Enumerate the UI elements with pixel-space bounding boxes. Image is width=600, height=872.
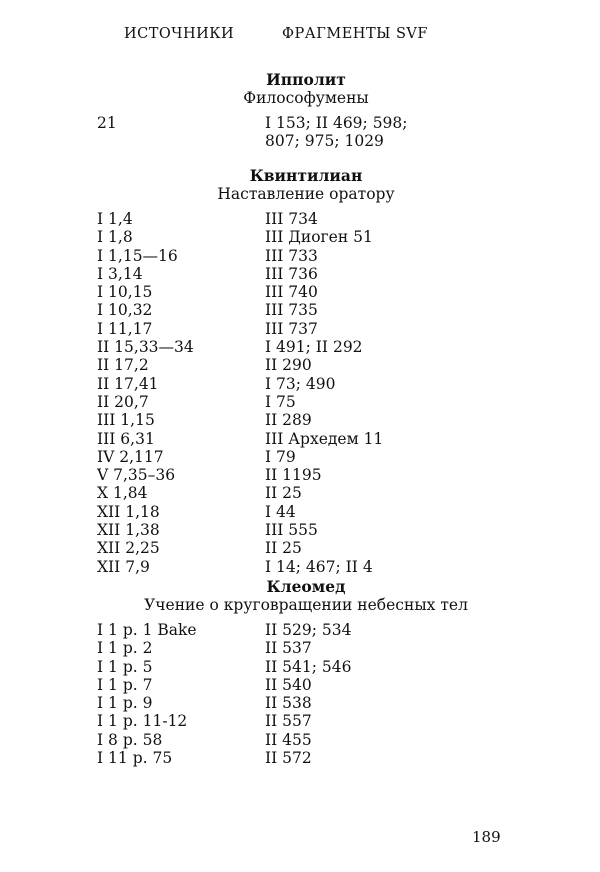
entry-source-reference: I 1 p. 1 Bake xyxy=(97,621,197,639)
entry-fragment-numbers: II 290 xyxy=(265,356,312,375)
entry-fragment-numbers: III 734 xyxy=(265,210,318,228)
entry-source-reference: II 20,7 xyxy=(97,392,149,411)
entry-row xyxy=(0,484,600,502)
entry-source-reference: I 1,4 xyxy=(97,210,133,228)
entry-row xyxy=(0,375,600,393)
entry-fragment-numbers: III 735 xyxy=(265,301,318,320)
entry-row xyxy=(0,621,600,639)
running-head-left: ИСТОЧНИКИ xyxy=(124,26,235,42)
entry-fragment-numbers: I 73; 490 xyxy=(265,374,336,393)
entry-list xyxy=(0,621,600,767)
entry-row xyxy=(0,393,600,411)
entry-row xyxy=(0,411,600,429)
entry-source-reference: 21 xyxy=(97,114,117,132)
entry-list xyxy=(0,210,600,576)
entry-fragment-numbers: II 540 xyxy=(265,675,312,694)
entry-source-reference: I 11,17 xyxy=(97,319,153,338)
page-number: 189 xyxy=(472,828,501,846)
entry-source-reference: V 7,35–36 xyxy=(97,466,176,485)
entry-source-reference: III 1,15 xyxy=(97,411,155,430)
section-author: Ипполит xyxy=(266,70,346,89)
entry-source-reference: II 15,33—34 xyxy=(97,338,194,357)
entry-fragment-numbers: I 75 xyxy=(265,392,296,411)
entry-fragment-numbers: II 455 xyxy=(265,730,312,749)
entry-source-reference: II 17,41 xyxy=(97,374,159,393)
entry-fragment-numbers: I 14; 467; II 4 xyxy=(265,557,373,576)
entry-fragment-numbers: II 289 xyxy=(265,411,312,430)
entry-fragment-numbers: II 538 xyxy=(265,694,312,713)
entry-row xyxy=(0,712,600,730)
entry-source-reference: I 10,15 xyxy=(97,283,153,302)
entry-row xyxy=(0,676,600,694)
entry-row xyxy=(0,265,600,283)
entry-row xyxy=(0,731,600,749)
entry-fragment-numbers: I 153; II 469; 598; 807; 975; 1029 xyxy=(265,114,408,151)
entry-source-reference: XII 7,9 xyxy=(97,557,150,576)
entry-fragment-numbers: III 555 xyxy=(265,521,318,540)
entry-fragment-numbers: II 25 xyxy=(265,539,302,558)
entry-source-reference: I 1 p. 9 xyxy=(97,694,153,713)
section-author: Клеомед xyxy=(266,577,346,596)
entry-fragment-numbers: III Диоген 51 xyxy=(265,228,373,247)
entry-row xyxy=(0,448,600,466)
entry-row xyxy=(0,658,600,676)
entry-row xyxy=(0,639,600,657)
entry-source-reference: I 8 p. 58 xyxy=(97,730,163,749)
entry-source-reference: I 3,14 xyxy=(97,264,143,283)
entry-row xyxy=(0,283,600,301)
section-hippolytus xyxy=(0,70,600,151)
entry-source-reference: XII 1,18 xyxy=(97,502,160,521)
entry-source-reference: XII 1,38 xyxy=(97,521,160,540)
entry-source-reference: III 6,31 xyxy=(97,429,155,448)
entry-row xyxy=(0,749,600,767)
entry-list xyxy=(0,114,600,151)
entry-source-reference: I 10,32 xyxy=(97,301,153,320)
section-cleomedes xyxy=(0,577,600,767)
entry-source-reference: I 1 p. 11-12 xyxy=(97,712,188,731)
entry-source-reference: X 1,84 xyxy=(97,484,148,503)
entry-row xyxy=(0,228,600,246)
entry-fragment-numbers: II 537 xyxy=(265,639,312,658)
entry-source-reference: I 1 p. 2 xyxy=(97,639,153,658)
entry-row xyxy=(0,114,600,151)
entry-fragment-numbers: II 541; 546 xyxy=(265,657,352,676)
entry-source-reference: II 17,2 xyxy=(97,356,149,375)
section-author: Квинтилиан xyxy=(249,166,363,185)
entry-row xyxy=(0,430,600,448)
entry-row xyxy=(0,503,600,521)
entry-fragment-numbers: II 529; 534 xyxy=(265,621,352,639)
entry-row xyxy=(0,210,600,228)
entry-fragment-numbers: I 44 xyxy=(265,502,296,521)
entry-row xyxy=(0,338,600,356)
entry-source-reference: IV 2,117 xyxy=(97,447,164,466)
entry-fragment-numbers: III Архедем 11 xyxy=(265,429,384,448)
entry-source-reference: I 1 p. 5 xyxy=(97,657,153,676)
entry-row xyxy=(0,539,600,557)
entry-row xyxy=(0,694,600,712)
entry-source-reference: XII 2,25 xyxy=(97,539,160,558)
entry-fragment-numbers: I 79 xyxy=(265,447,296,466)
entry-row xyxy=(0,320,600,338)
entry-fragment-numbers: I 491; II 292 xyxy=(265,338,363,357)
section-work-title: Философумены xyxy=(243,89,369,107)
entry-fragment-numbers: III 737 xyxy=(265,319,318,338)
entry-row xyxy=(0,247,600,265)
entry-row xyxy=(0,301,600,319)
running-head-right: ФРАГМЕНТЫ SVF xyxy=(282,26,428,42)
entry-source-reference: I 1,8 xyxy=(97,228,133,247)
entry-fragment-numbers: III 733 xyxy=(265,246,318,265)
entry-row xyxy=(0,558,600,576)
entry-fragment-numbers: II 572 xyxy=(265,749,312,768)
entry-fragment-numbers: III 740 xyxy=(265,283,318,302)
entry-row xyxy=(0,356,600,374)
entry-fragment-numbers: II 25 xyxy=(265,484,302,503)
entry-fragment-numbers: III 736 xyxy=(265,264,318,283)
entry-source-reference: I 11 p. 75 xyxy=(97,749,173,768)
entry-fragment-numbers: II 557 xyxy=(265,712,312,731)
entry-fragment-numbers: II 1195 xyxy=(265,466,322,485)
section-work-title: Наставление оратору xyxy=(217,185,395,203)
entry-row xyxy=(0,521,600,539)
entry-source-reference: I 1 p. 7 xyxy=(97,675,153,694)
entry-source-reference: I 1,15—16 xyxy=(97,246,178,265)
section-work-title: Учение о круговращении небесных тел xyxy=(144,596,468,614)
section-quintilian xyxy=(0,166,600,576)
entry-row xyxy=(0,466,600,484)
